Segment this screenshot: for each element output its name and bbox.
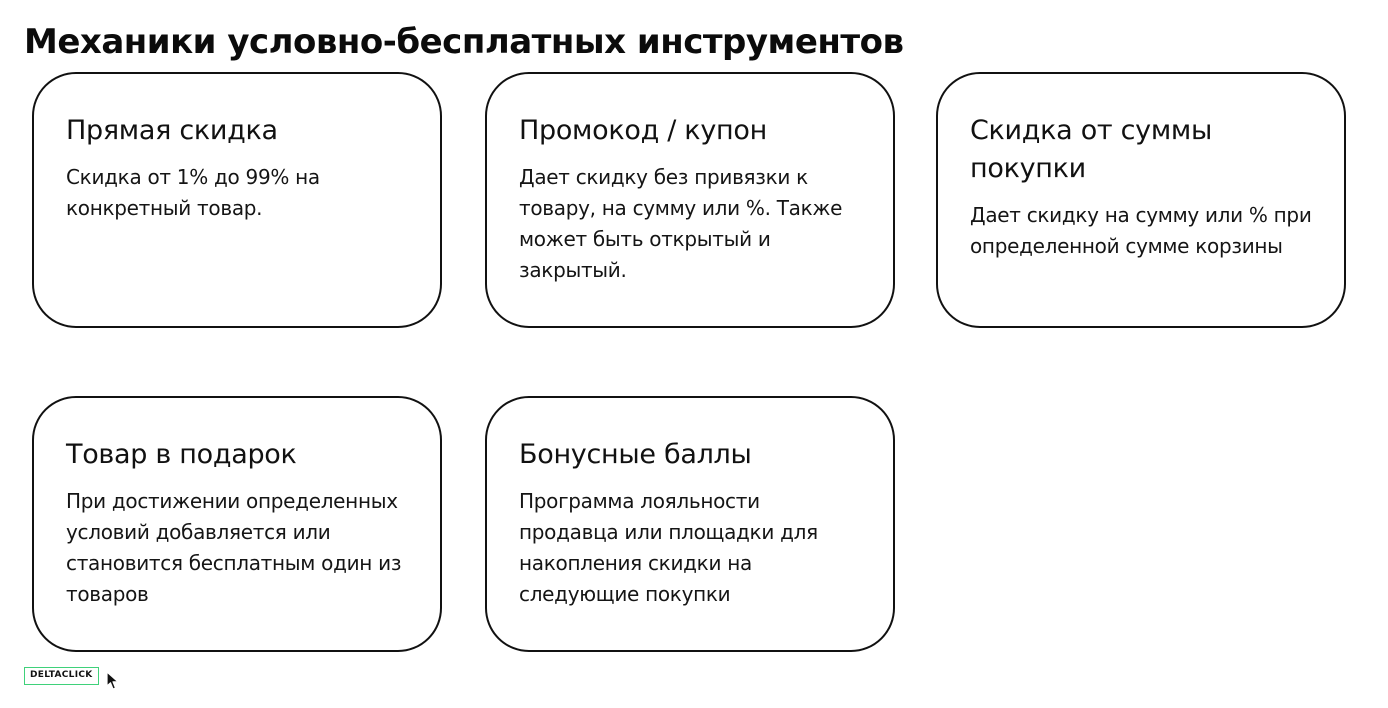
card-heading: Прямая скидка: [66, 115, 278, 146]
card-heading: Скидка от суммы покупки: [970, 115, 1213, 184]
card-direct-discount: [32, 72, 442, 328]
card-promo-code: [485, 72, 895, 328]
card-heading: Товар в подарок: [66, 439, 297, 470]
card-gift-product: [32, 396, 442, 652]
card-text: Скидка от 1% до 99% на конкретный товар.: [66, 165, 320, 220]
card-heading: Промокод / купон: [519, 115, 767, 146]
card-purchase-amount-discount: [936, 72, 1346, 328]
card-text: Программа лояльности продавца или площадки для накопления скидки на следующие покупки: [519, 489, 818, 606]
card-text: При достижении определенных условий добавляется или становится бесплатным один из товаров: [66, 489, 402, 606]
brand-logo: DELTACLICK: [24, 667, 99, 685]
mouse-pointer-icon: [106, 671, 120, 691]
card-bonus-points: [485, 396, 895, 652]
page-title: Механики условно-бесплатных инструментов: [24, 22, 904, 62]
card-text: Дает скидку без привязки к товару, на сумму или %. Также может быть открытый и закрытый.: [519, 165, 843, 282]
card-heading: Бонусные баллы: [519, 439, 752, 470]
card-text: Дает скидку на сумму или % при определенной сумме корзины: [970, 203, 1312, 258]
